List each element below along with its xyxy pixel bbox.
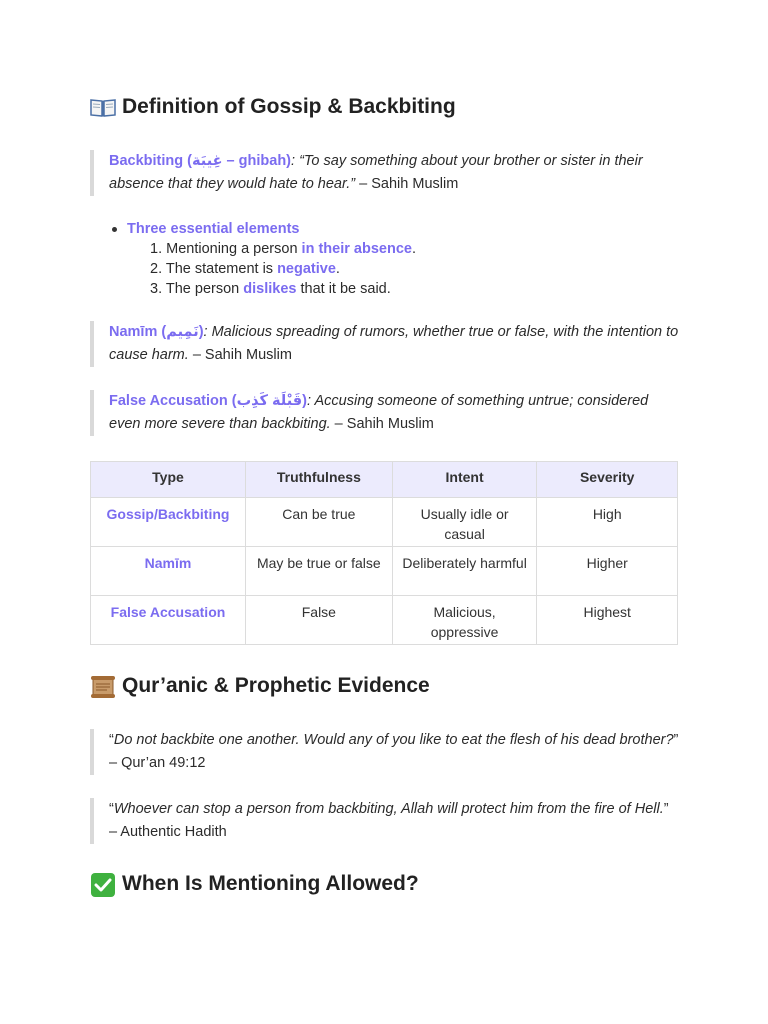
list-heading: Three essential elements	[127, 221, 300, 237]
check-mark-icon	[90, 872, 116, 896]
item-highlight: dislikes	[243, 281, 297, 297]
section-heading-definition	[90, 95, 456, 119]
section-heading-evidence	[90, 674, 430, 698]
column-header: Type	[91, 462, 246, 498]
quote-text: Whoever can stop a person from backbiting, Allah will protect him from the fire of Hell.	[113, 801, 664, 817]
table-header-row	[91, 462, 678, 498]
evidence-quote-hadith	[90, 798, 680, 844]
item-number: 1.	[150, 241, 163, 257]
table-cell: False	[245, 596, 392, 645]
section-title: Definition of Gossip & Backbiting	[122, 95, 456, 118]
evidence-quote-quran	[90, 729, 680, 775]
section-title: Qur’anic & Prophetic Evidence	[122, 674, 430, 697]
table-cell: Highest	[537, 596, 678, 645]
table-cell: Usually idle or casual	[392, 498, 537, 547]
item-number: 3.	[150, 281, 163, 297]
item-number: 2.	[150, 261, 163, 277]
table-cell-type: False Accusation	[91, 596, 246, 645]
column-header: Truthfulness	[245, 462, 392, 498]
source-text: – Sahih Muslim	[355, 176, 459, 192]
table-row	[91, 498, 678, 547]
source-text: – Sahih Muslim	[330, 416, 434, 432]
table-cell: Can be true	[245, 498, 392, 547]
list-item	[112, 219, 416, 239]
definition-text: : “To say something about your brother or sister in their absence that they would hate to hear.”	[109, 153, 643, 192]
bullet-dot	[112, 227, 117, 232]
quote-mark: “	[109, 732, 114, 748]
table-row	[91, 596, 678, 645]
table-cell: Malicious, oppressive	[392, 596, 537, 645]
comparison-table	[90, 461, 678, 645]
scroll-icon	[90, 674, 116, 698]
item-text: The person	[162, 281, 244, 297]
definition-quote-backbiting	[90, 150, 680, 196]
definition-text: : Malicious spreading of rumors, whether true or false, with the intention to cause harm.	[109, 324, 679, 363]
open-book-icon	[90, 95, 116, 119]
definition-text: : Accusing someone of something untrue; considered even more severe than backbiting.	[109, 393, 649, 432]
item-text: that it be said.	[296, 281, 391, 297]
essential-elements-list	[112, 219, 416, 299]
list-item	[150, 279, 416, 299]
table-cell: Higher	[537, 547, 678, 596]
list-item	[150, 239, 416, 259]
item-text: The statement is	[162, 261, 278, 277]
table-cell-type: Gossip/Backbiting	[91, 498, 246, 547]
column-header: Intent	[392, 462, 537, 498]
section-title: When Is Mentioning Allowed?	[122, 872, 419, 895]
table-cell: High	[537, 498, 678, 547]
source-text: – Qur’an 49:12	[109, 755, 206, 771]
quote-mark: ”	[663, 801, 669, 817]
list-item	[150, 259, 416, 279]
item-text: Mentioning a person	[162, 241, 302, 257]
quote-text: Do not backbite one another. Would any of you like to eat the flesh of his dead brother?	[113, 732, 674, 748]
item-text: .	[411, 241, 416, 257]
definition-quote-false-accusation	[90, 390, 680, 436]
quote-mark: ”	[673, 732, 679, 748]
term-label: False Accusation (قَبْلَة كَذِب)	[109, 393, 307, 409]
item-highlight: in their absence	[301, 241, 412, 257]
source-text: – Authentic Hadith	[109, 824, 227, 840]
item-text: .	[335, 261, 340, 277]
definition-quote-namim	[90, 321, 680, 367]
source-text: – Sahih Muslim	[188, 347, 292, 363]
section-heading-allowed	[90, 872, 419, 896]
quote-mark: “	[109, 801, 114, 817]
table-cell-type: Namīm	[91, 547, 246, 596]
table-row	[91, 547, 678, 596]
table-cell: Deliberately harmful	[392, 547, 537, 596]
item-highlight: negative	[277, 261, 336, 277]
term-label: Namīm (نَمِيم)	[109, 324, 204, 340]
term-label: Backbiting (غِيبَة – ghibah)	[109, 153, 292, 169]
table-cell: May be true or false	[245, 547, 392, 596]
column-header: Severity	[537, 462, 678, 498]
